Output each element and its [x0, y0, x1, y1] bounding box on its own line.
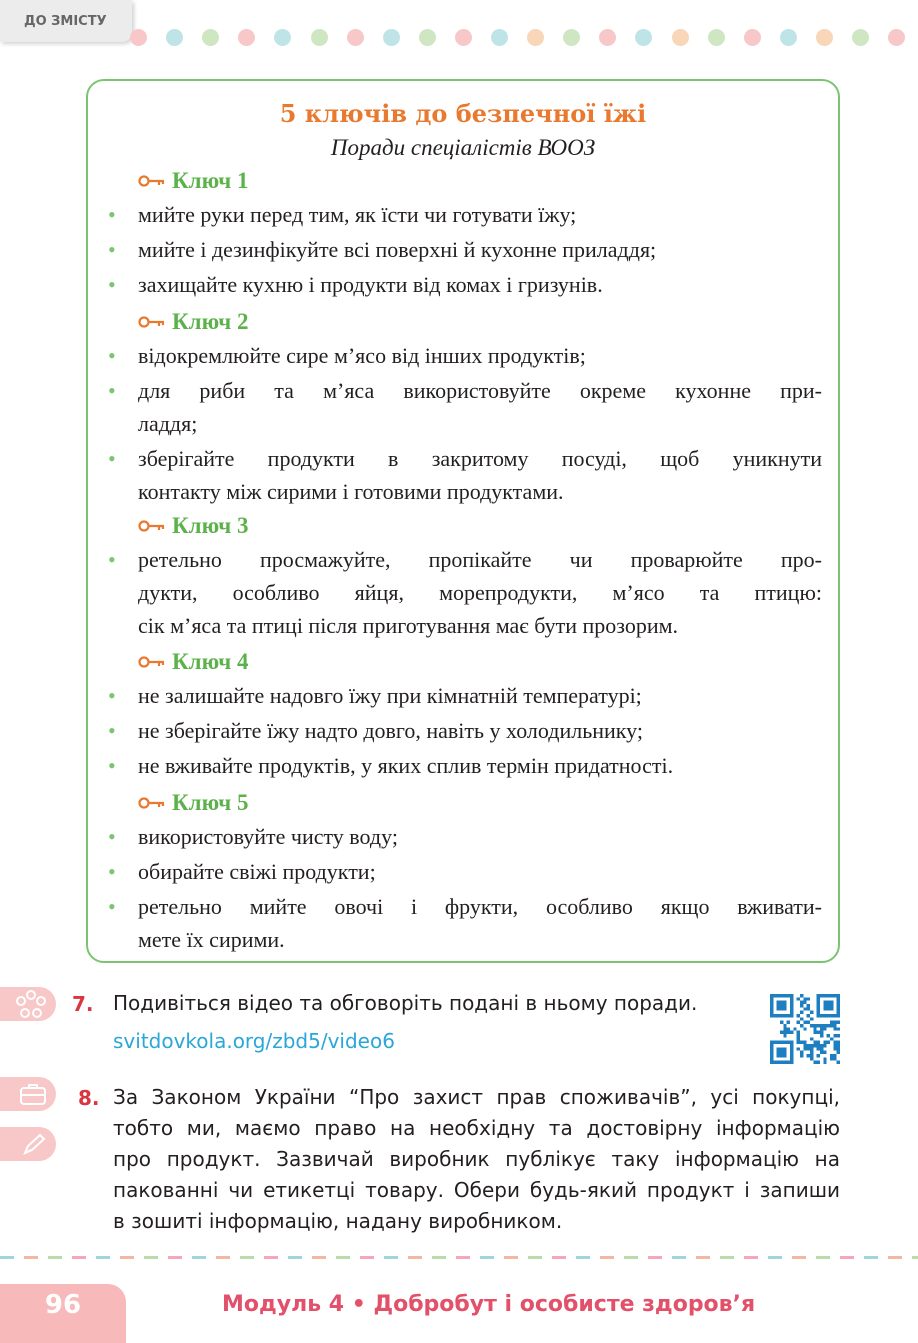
qr-module	[823, 1044, 826, 1047]
decorative-dot	[708, 29, 725, 46]
bullet-icon: •	[108, 753, 116, 778]
bullet-icon: •	[108, 718, 116, 743]
video-link[interactable]: svitdovkola.org/zbd5/video6	[113, 1029, 395, 1053]
decorative-dot	[202, 29, 219, 46]
qr-module	[787, 1027, 790, 1030]
qr-module	[810, 1047, 813, 1050]
qr-module	[820, 1034, 823, 1037]
decorative-dot	[311, 29, 328, 46]
qr-module	[800, 1017, 803, 1020]
divider-dash	[576, 1256, 590, 1259]
qr-module	[813, 1061, 816, 1064]
qr-module	[797, 1034, 800, 1037]
advice-line: ретельно просмажуйте, пропікайте чи проварюйте про-	[138, 547, 822, 572]
qr-module	[810, 1054, 813, 1057]
advice-item	[108, 198, 822, 231]
decorative-dot	[852, 29, 869, 46]
decorative-dot	[130, 29, 147, 46]
key-label: Ключ 2	[172, 309, 249, 334]
decorative-dot	[491, 29, 508, 46]
divider-dash	[120, 1256, 134, 1259]
qr-module	[830, 1057, 833, 1060]
qr-module	[817, 1047, 820, 1050]
qr-module	[817, 1061, 820, 1064]
advice-item	[108, 339, 822, 372]
task-8-line: За Законом України “Про захист прав споживачів”, усі покупці,	[113, 1085, 840, 1109]
qr-module	[823, 1041, 826, 1044]
qr-module	[823, 1024, 826, 1027]
footer-divider	[0, 1256, 918, 1259]
advice-line: ладдя;	[138, 411, 198, 436]
qr-module	[807, 1054, 810, 1057]
qr-module	[807, 1021, 810, 1024]
advice-item	[108, 714, 822, 747]
decorative-dots	[130, 29, 910, 47]
divider-dash	[192, 1256, 206, 1259]
qr-module	[833, 1034, 836, 1037]
qr-module	[817, 1054, 820, 1057]
qr-module	[833, 1021, 836, 1024]
bullet-icon: •	[108, 894, 116, 919]
key-icon	[138, 795, 166, 811]
bullet-icon: •	[108, 378, 116, 403]
group-work-tab	[0, 987, 56, 1021]
box-title: 5 ключів до безпечної їжі	[279, 99, 647, 128]
qr-module	[800, 1054, 803, 1057]
qr-module	[797, 1041, 800, 1044]
task-8-line: про продукт. Зазвичай виробник публікує таку інформацію на	[113, 1147, 840, 1171]
advice-line: використовуйте чисту воду;	[138, 824, 398, 849]
decorative-dot	[527, 29, 544, 46]
divider-dash	[24, 1256, 38, 1259]
divider-dash	[792, 1256, 806, 1259]
task-8-line: в зошиті інформацію, надану виробником.	[113, 1209, 563, 1233]
qr-module	[817, 1041, 820, 1044]
advice-line: ретельно мийте овочі і фрукти, особливо якщо вживати-	[138, 894, 822, 919]
key-heading-1	[138, 167, 249, 195]
task-8-line: пакованні чи етикетці товару. Обери будь-який продукт і запиши	[113, 1178, 840, 1202]
divider-dash	[768, 1256, 782, 1259]
divider-dash	[72, 1256, 86, 1259]
qr-module	[813, 1024, 816, 1027]
qr-module	[807, 1004, 810, 1007]
advice-item	[108, 749, 822, 782]
qr-module	[820, 1031, 823, 1034]
qr-module	[833, 1024, 836, 1027]
qr-module	[813, 1044, 816, 1047]
qr-module	[830, 1037, 833, 1040]
qr-module	[827, 1034, 830, 1037]
divider-dash	[912, 1256, 918, 1259]
divider-dash	[48, 1256, 62, 1259]
decorative-dot	[563, 29, 580, 46]
divider-dash	[528, 1256, 542, 1259]
divider-dash	[336, 1256, 350, 1259]
qr-module	[827, 1024, 830, 1027]
qr-code[interactable]	[770, 994, 840, 1064]
divider-dash	[288, 1256, 302, 1259]
safe-food-box	[86, 79, 840, 963]
bullet-icon: •	[108, 859, 116, 884]
qr-module	[810, 1051, 813, 1054]
qr-module	[797, 1047, 800, 1050]
qr-module	[800, 994, 803, 997]
qr-module	[837, 1044, 840, 1047]
decorative-dot	[672, 29, 689, 46]
task-8-text	[113, 1082, 840, 1237]
divider-dash	[672, 1256, 686, 1259]
key-heading-4	[138, 648, 249, 676]
divider-dash	[264, 1256, 278, 1259]
bullet-icon: •	[108, 202, 116, 227]
bullet-icon: •	[108, 824, 116, 849]
decorative-dot	[419, 29, 436, 46]
advice-line: дукти, особливо яйця, морепродукти, м’ясо та птицю:	[138, 580, 822, 605]
key-label: Ключ 4	[172, 649, 249, 674]
qr-module	[777, 1047, 787, 1057]
qr-module	[833, 1054, 836, 1057]
bullet-icon: •	[108, 272, 116, 297]
qr-module	[803, 1027, 806, 1030]
key-icon	[138, 654, 166, 670]
qr-module	[807, 1007, 810, 1010]
qr-module	[830, 1054, 833, 1057]
key-label: Ключ 1	[172, 168, 249, 193]
qr-module	[833, 1044, 836, 1047]
divider-dash	[360, 1256, 374, 1259]
decorative-dot	[347, 29, 364, 46]
divider-dash	[240, 1256, 254, 1259]
qr-module	[813, 1031, 816, 1034]
qr-module	[817, 1031, 820, 1034]
divider-dash	[816, 1256, 830, 1259]
qr-module	[810, 1044, 813, 1047]
advice-item	[108, 442, 822, 508]
divider-dash	[168, 1256, 182, 1259]
key-heading-3	[138, 512, 249, 540]
qr-module	[803, 1047, 806, 1050]
qr-module	[837, 1051, 840, 1054]
write-tab	[0, 1127, 56, 1161]
qr-module	[820, 1051, 823, 1054]
advice-item	[108, 233, 822, 266]
task-7-text	[113, 988, 753, 1019]
divider-dash	[696, 1256, 710, 1259]
task-8-number: 8.	[78, 1086, 100, 1110]
key-label: Ключ 3	[172, 513, 249, 538]
decorative-dot	[744, 29, 761, 46]
qr-module	[800, 1041, 803, 1044]
advice-line: мийте руки перед тим, як їсти чи готувати їжу;	[138, 202, 577, 227]
divider-dash	[600, 1256, 614, 1259]
decorative-dot	[455, 29, 472, 46]
qr-module	[803, 1007, 806, 1010]
qr-module	[783, 1024, 786, 1027]
pencil-icon	[20, 1132, 48, 1156]
divider-dash	[864, 1256, 878, 1259]
briefcase-icon	[18, 1082, 48, 1106]
qr-module	[807, 1047, 810, 1050]
qr-module	[787, 1031, 790, 1034]
task-7-line: Подивіться відео та обговоріть подані в ньому поради.	[113, 991, 698, 1015]
advice-line: захищайте кухню і продукти від комах і гризунів.	[138, 272, 603, 297]
qr-module	[837, 1021, 840, 1024]
qr-module	[800, 1004, 803, 1007]
divider-dash	[552, 1256, 566, 1259]
qr-module	[790, 1031, 793, 1034]
decorative-dot	[816, 29, 833, 46]
key-heading-5	[138, 789, 249, 817]
qr-module	[833, 1057, 836, 1060]
task-7-number: 7.	[72, 992, 94, 1016]
qr-module	[780, 1021, 783, 1024]
qr-module	[793, 1027, 796, 1030]
decorative-dot	[383, 29, 400, 46]
decorative-dot	[599, 29, 616, 46]
qr-module	[787, 1021, 790, 1024]
qr-module	[817, 1044, 820, 1047]
qr-module	[803, 997, 806, 1000]
qr-module	[810, 1011, 813, 1014]
advice-item	[108, 890, 822, 956]
qr-module	[780, 1031, 783, 1034]
qr-module	[837, 1061, 840, 1064]
qr-module	[800, 1011, 803, 1014]
qr-module	[823, 1061, 826, 1064]
task-8-line: тобто ми, маємо право на необхідну та достовірну інформацію	[113, 1116, 840, 1140]
qr-module	[807, 1014, 810, 1017]
divider-dash	[480, 1256, 494, 1259]
group-icon	[14, 989, 48, 1019]
qr-module	[813, 1027, 816, 1030]
qr-module	[800, 1051, 803, 1054]
decorative-dot	[166, 29, 183, 46]
qr-module	[803, 1044, 806, 1047]
qr-module	[810, 1057, 813, 1060]
qr-module	[810, 1024, 813, 1027]
key-heading-2	[138, 308, 249, 336]
bullet-icon: •	[108, 446, 116, 471]
qr-module	[820, 1047, 823, 1050]
module-title: Модуль 4 • Добробут і особисте здоров’я	[222, 1292, 756, 1317]
advice-line: обирайте свіжі продукти;	[138, 859, 376, 884]
qr-module	[823, 1057, 826, 1060]
decorative-dot	[635, 29, 652, 46]
divider-dash	[648, 1256, 662, 1259]
qr-module	[810, 1017, 813, 1020]
divider-dash	[624, 1256, 638, 1259]
divider-dash	[432, 1256, 446, 1259]
box-subtitle: Поради спеціалістів ВООЗ	[330, 135, 596, 160]
qr-module	[797, 997, 800, 1000]
divider-dash	[312, 1256, 326, 1259]
advice-line: не зберігайте їжу надто довго, навіть у холодильнику;	[138, 718, 644, 743]
qr-module	[797, 1037, 800, 1040]
qr-module	[817, 1024, 820, 1027]
qr-module	[827, 1041, 830, 1044]
qr-module	[820, 1024, 823, 1027]
qr-module	[807, 997, 810, 1000]
decorative-dot	[238, 29, 255, 46]
qr-module	[823, 1051, 826, 1054]
qr-module	[830, 1024, 833, 1027]
bullet-icon: •	[108, 237, 116, 262]
qr-module	[833, 1027, 836, 1030]
qr-module	[833, 1047, 836, 1050]
advice-line: не вживайте продуктів, у яких сплив термін придатності.	[138, 753, 674, 778]
decorative-dot	[274, 29, 291, 46]
qr-module	[837, 1041, 840, 1044]
qr-module	[823, 1027, 826, 1030]
qr-module	[837, 1027, 840, 1030]
divider-dash	[384, 1256, 398, 1259]
divider-dash	[96, 1256, 110, 1259]
advice-line: відокремлюйте сире м’ясо від інших продуктів;	[138, 343, 586, 368]
advice-line: для риби та м’яса використовуйте окреме кухонне при-	[138, 378, 822, 403]
qr-module	[783, 1031, 786, 1034]
qr-module	[797, 1031, 800, 1034]
qr-module	[810, 1037, 813, 1040]
qr-module	[803, 1001, 806, 1004]
qr-module	[777, 1001, 787, 1011]
qr-module	[803, 1041, 806, 1044]
key-icon	[138, 518, 166, 534]
qr-module	[800, 1001, 803, 1004]
qr-module	[820, 1027, 823, 1030]
advice-line: контакту між сирими і готовими продуктами.	[138, 479, 564, 504]
divider-dash	[408, 1256, 422, 1259]
qr-module	[783, 1027, 786, 1030]
advice-line: не залишайте надовго їжу при кімнатній температурі;	[138, 683, 642, 708]
bullet-icon: •	[108, 683, 116, 708]
project-tab	[0, 1077, 56, 1111]
advice-line: мийте і дезинфікуйте всі поверхні й кухонне приладдя;	[138, 237, 657, 262]
decorative-dot	[888, 29, 905, 46]
qr-module	[820, 1044, 823, 1047]
divider-dash	[840, 1256, 854, 1259]
qr-module	[823, 1001, 833, 1011]
qr-module	[813, 1041, 816, 1044]
qr-module	[800, 1024, 803, 1027]
advice-item	[108, 855, 822, 888]
qr-module	[833, 1041, 836, 1044]
advice-line: мете їх сирими.	[138, 927, 285, 952]
advice-item	[108, 543, 822, 642]
bullet-icon: •	[108, 547, 116, 572]
advice-line: зберігайте продукти в закритому посуді, щоб уникнути	[138, 446, 822, 471]
qr-module	[837, 1034, 840, 1037]
divider-dash	[504, 1256, 518, 1259]
divider-dash	[0, 1256, 14, 1259]
advice-item	[108, 820, 822, 853]
qr-module	[807, 1044, 810, 1047]
bullet-icon: •	[108, 343, 116, 368]
toc-button[interactable]: ДО ЗМІСТУ	[0, 0, 132, 42]
qr-module	[803, 1021, 806, 1024]
qr-module	[783, 1034, 786, 1037]
divider-dash	[888, 1256, 902, 1259]
advice-line: сік м’яса та птиці після приготування має бути прозорим.	[138, 613, 679, 638]
divider-dash	[144, 1256, 158, 1259]
qr-module	[837, 1047, 840, 1050]
key-icon	[138, 314, 166, 330]
divider-dash	[456, 1256, 470, 1259]
key-label: Ключ 5	[172, 790, 249, 815]
advice-item	[108, 374, 822, 440]
advice-item	[108, 679, 822, 712]
qr-module	[830, 1021, 833, 1024]
advice-item	[108, 268, 822, 301]
divider-dash	[744, 1256, 758, 1259]
divider-dash	[216, 1256, 230, 1259]
divider-dash	[720, 1256, 734, 1259]
page-number: 96	[44, 1290, 82, 1320]
decorative-dot	[780, 29, 797, 46]
qr-module	[797, 1021, 800, 1024]
qr-module	[797, 1014, 800, 1017]
key-icon	[138, 173, 166, 189]
